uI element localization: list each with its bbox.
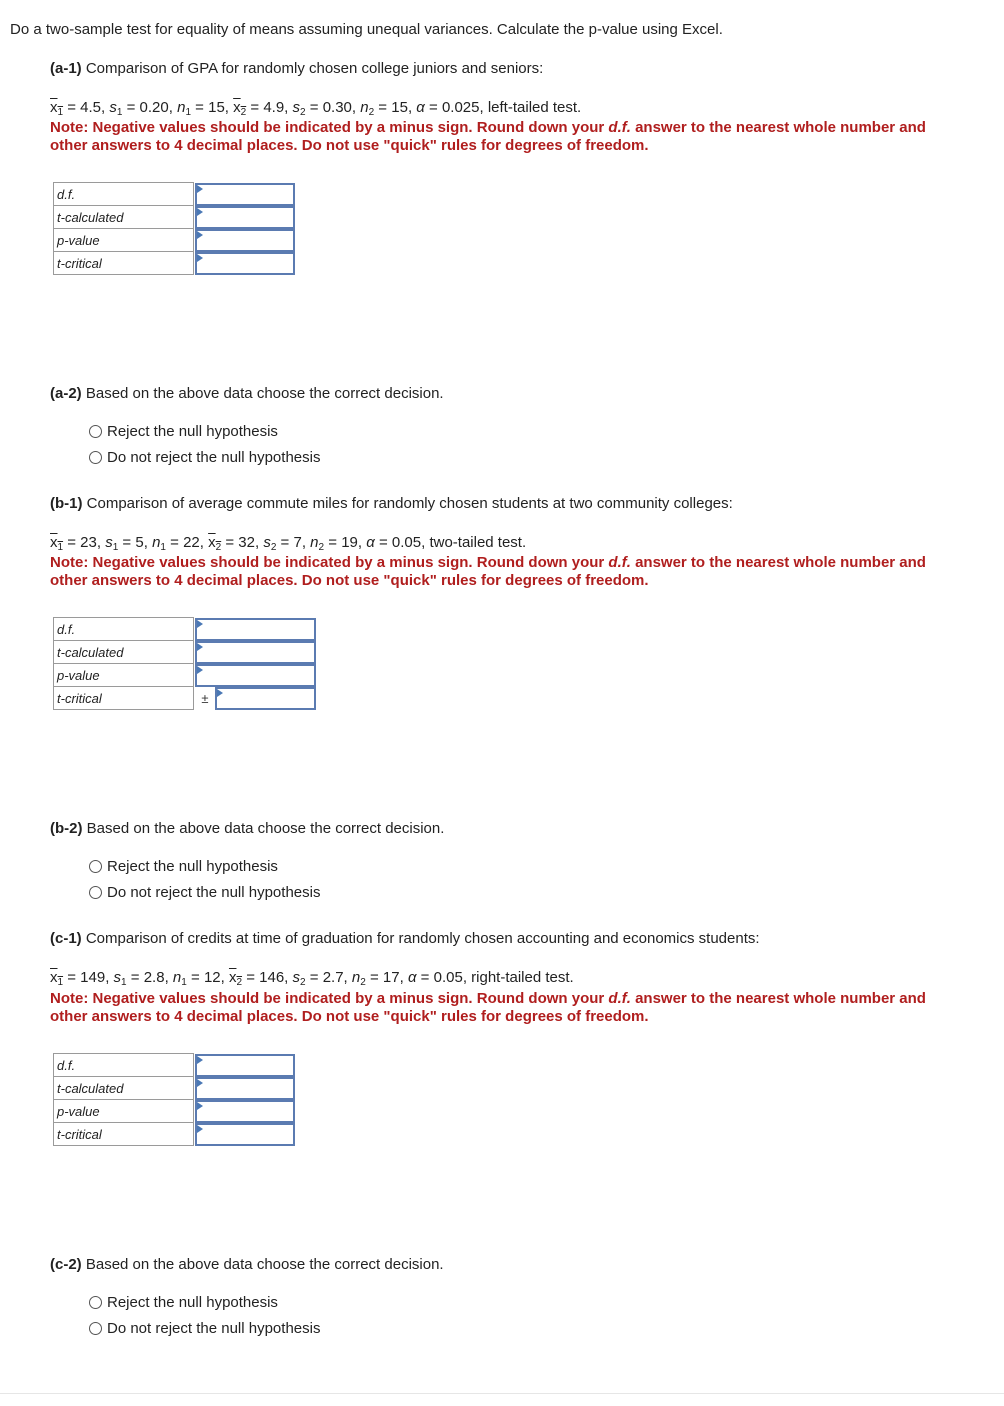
table-row [54, 183, 296, 206]
question-c2-label: (c-2) [50, 1256, 82, 1273]
question-b1-label: (b-1) [50, 495, 83, 512]
t-calculated-label: t-calculated [57, 644, 124, 660]
table-row [54, 618, 317, 641]
question-a1 [50, 60, 543, 77]
question-b1 [50, 495, 733, 512]
instructions: Do a two-sample test for equality of means assuming unequal variances. Calculate the p-value using Excel. [10, 21, 723, 38]
p-value-label: p-value [57, 232, 100, 248]
note-b: Note: Negative values should be indicated by a minus sign. Round down your d.f. answer to the nearest whole number and other answers to 4 decimal places. Do not use "quick" rules for degrees of freedom. [50, 554, 926, 589]
table-row [54, 687, 317, 710]
table-row [54, 206, 296, 229]
table-row [54, 641, 317, 664]
table-row [54, 1054, 296, 1077]
answer-table-b [53, 617, 317, 710]
t-critical-label: t-critical [57, 1126, 102, 1142]
question-c2 [50, 1256, 444, 1273]
t-critical-label: t-critical [57, 255, 102, 271]
question-c1-label: (c-1) [50, 930, 82, 947]
radio-circle[interactable] [89, 860, 102, 873]
radio-label: Do not reject the null hypothesis [107, 1320, 321, 1337]
t-critical-input-c[interactable] [195, 1123, 295, 1146]
table-row [54, 229, 296, 252]
t-critical-label: t-critical [57, 690, 102, 706]
question-b2-label: (b-2) [50, 820, 83, 837]
plus-minus-sign: ± [201, 690, 209, 706]
answer-table-a [53, 182, 296, 275]
given-values-a: $x_1 = 4.5$, $s_1 = 0.20$, $n_1 = 15$, $x_2 = 4.9$, $s_2 = 0.30$, $n_2 = 15$, α = 0.025, left-tailed test. [50, 99, 582, 118]
p-value-label: p-value [57, 667, 100, 683]
radio-label: Do not reject the null hypothesis [107, 884, 321, 901]
radio-circle[interactable] [89, 886, 102, 899]
radio-reject-b[interactable] [89, 858, 278, 875]
given-values-c: $x_1 = 149$, $s_1 = 2.8$, $n_1 = 12$, $x_2 = 146$, $s_2 = 2.7$, $n_2 = 17$, α = 0.05, right-tailed test. [50, 969, 574, 988]
p-value-input-c[interactable] [195, 1100, 295, 1123]
question-c1 [50, 930, 760, 947]
t-calculated-input-c[interactable] [195, 1077, 295, 1100]
table-row [54, 664, 317, 687]
note-a: Note: Negative values should be indicated by a minus sign. Round down your d.f. answer to the nearest whole number and other answers to 4 decimal places. Do not use "quick" rules for degrees of freedom. [50, 119, 926, 154]
given-values-b: $x_1 = 23$, $s_1 = 5$, $n_1 = 22$, $x_2 = 32$, $s_2 = 7$, $n_2 = 19$, α = 0.05, two-tailed test. [50, 534, 527, 553]
table-row [54, 1100, 296, 1123]
p-value-label: p-value [57, 1103, 100, 1119]
note-c: Note: Negative values should be indicated by a minus sign. Round down your d.f. answer to the nearest whole number and other answers to 4 decimal places. Do not use "quick" rules for degrees of freedom. [50, 990, 926, 1025]
radio-not-reject-a[interactable] [89, 449, 320, 466]
radio-label: Reject the null hypothesis [107, 423, 278, 440]
table-row [54, 1077, 296, 1100]
question-a1-label: (a-1) [50, 60, 82, 77]
radio-reject-a[interactable] [89, 423, 278, 440]
question-b2-text: Based on the above data choose the correct decision. [86, 820, 445, 837]
p-value-input-b[interactable] [195, 664, 316, 687]
df-input-a[interactable] [195, 183, 295, 206]
t-calculated-input-a[interactable] [195, 206, 295, 229]
t-critical-input-b[interactable] [215, 687, 316, 710]
radio-reject-c[interactable] [89, 1294, 278, 1311]
t-calculated-label: t-calculated [57, 209, 124, 225]
radio-circle[interactable] [89, 1296, 102, 1309]
radio-circle[interactable] [89, 1322, 102, 1335]
t-calculated-label: t-calculated [57, 1080, 124, 1096]
radio-circle[interactable] [89, 425, 102, 438]
t-calculated-input-b[interactable] [195, 641, 316, 664]
df-input-c[interactable] [195, 1054, 295, 1077]
radio-label: Do not reject the null hypothesis [107, 449, 321, 466]
df-label: d.f. [57, 186, 76, 202]
radio-circle[interactable] [89, 451, 102, 464]
df-label: d.f. [57, 1057, 76, 1073]
answer-table-c [53, 1053, 296, 1146]
radio-label: Reject the null hypothesis [107, 1294, 278, 1311]
t-critical-input-a[interactable] [195, 252, 295, 275]
df-input-b[interactable] [195, 618, 316, 641]
question-a1-text: Comparison of GPA for randomly chosen college juniors and seniors: [85, 60, 544, 77]
question-b2 [50, 820, 444, 837]
radio-not-reject-c[interactable] [89, 1320, 320, 1337]
question-a2-text: Based on the above data choose the correct decision. [85, 385, 444, 402]
question-a2 [50, 385, 444, 402]
question-c2-text: Based on the above data choose the correct decision. [85, 1256, 444, 1273]
question-a2-label: (a-2) [50, 385, 82, 402]
bottom-divider [0, 1393, 1004, 1394]
question-b1-text: Comparison of average commute miles for randomly chosen students at two community colleges: [86, 495, 733, 512]
question-c1-text: Comparison of credits at time of graduation for randomly chosen accounting and economics students: [85, 930, 760, 947]
table-row [54, 252, 296, 275]
p-value-input-a[interactable] [195, 229, 295, 252]
radio-label: Reject the null hypothesis [107, 858, 278, 875]
table-row [54, 1123, 296, 1146]
df-label: d.f. [57, 621, 76, 637]
radio-not-reject-b[interactable] [89, 884, 320, 901]
